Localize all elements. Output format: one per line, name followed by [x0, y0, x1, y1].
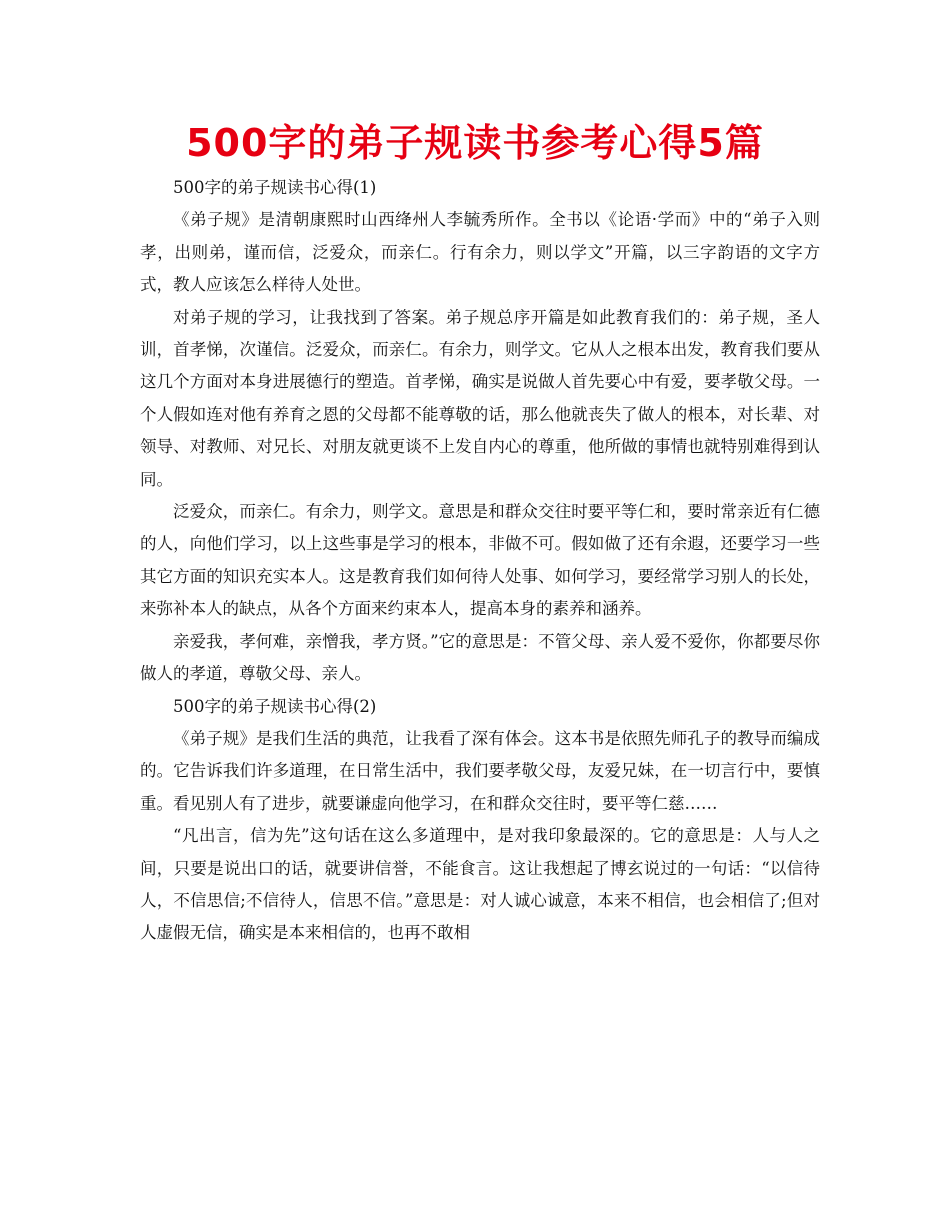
paragraph: 泛爱众，而亲仁。有余力，则学文。意思是和群众交往时要平等仁和，要时常亲近有仁德的人，向他们学习，以上这些事是学习的根本，非做不可。假如做了还有余遐，还要学习一些其它方面的知识充实本人。这是教育我们如何待人处事、如何学习，要经常学习别人的长处，来弥补本人的缺点，从各个方面来约束本人，提高本身的素养和涵养。 — [140, 502, 820, 619]
document-body — [140, 172, 820, 950]
paragraph: 《弟子规》是清朝康熙时山西绛州人李毓秀所作。全书以《论语·学而》中的“弟子入则孝，出则弟，谨而信，泛爱众，而亲仁。行有余力，则以学文”开篇，以三字韵语的文字方式，教人应该怎么样待人处世。 — [140, 210, 820, 295]
paragraph: 《弟子规》是我们生活的典范，让我看了深有体会。这本书是依照先师孔子的教导而编成的。它告诉我们许多道理，在日常生活中，我们要孝敬父母，友爱兄妹，在一切言行中，要慎重。看见别人有了进步，就要谦虚向他学习，在和群众交往时，要平等仁慈…… — [140, 728, 820, 813]
section-heading-2: 500字的弟子规读书心得(2) — [173, 696, 377, 716]
paragraph: 对弟子规的学习，让我找到了答案。弟子规总序开篇是如此教育我们的：弟子规，圣人训，首孝悌，次谨信。泛爱众，而亲仁。有余力，则学文。它从人之根本出发，教育我们要从这几个方面对本身进展德行的塑造。首孝悌，确实是说做人首先要心中有爱，要孝敬父母。一个人假如连对他有养育之恩的父母都不能尊敬的话，那么他就丧失了做人的根本，对长辈、对领导、对教师、对兄长、对朋友就更谈不上发自内心的尊重，他所做的事情也就特别难得到认同。 — [140, 307, 820, 489]
paragraph: “凡出言，信为先”这句话在这么多道理中，是对我印象最深的。它的意思是：人与人之间，只要是说出口的话，就要讲信誉，不能食言。这让我想起了博玄说过的一句话：“以信待人，不信思信;不信待人，信思不信。”意思是：对人诚心诚意，本来不相信，也会相信了;但对人虚假无信，确实是本来相信的，也再不敢相 — [140, 826, 820, 943]
paragraph: 亲爱我，孝何难，亲憎我，孝方贤。”它的意思是：不管父母、亲人爱不爱你，你都要尽你做人的孝道，尊敬父母、亲人。 — [140, 631, 820, 684]
document-title: 500字的弟子规读书参考心得5篇 — [186, 121, 764, 165]
section-heading-1: 500字的弟子规读书心得(1) — [173, 178, 377, 197]
